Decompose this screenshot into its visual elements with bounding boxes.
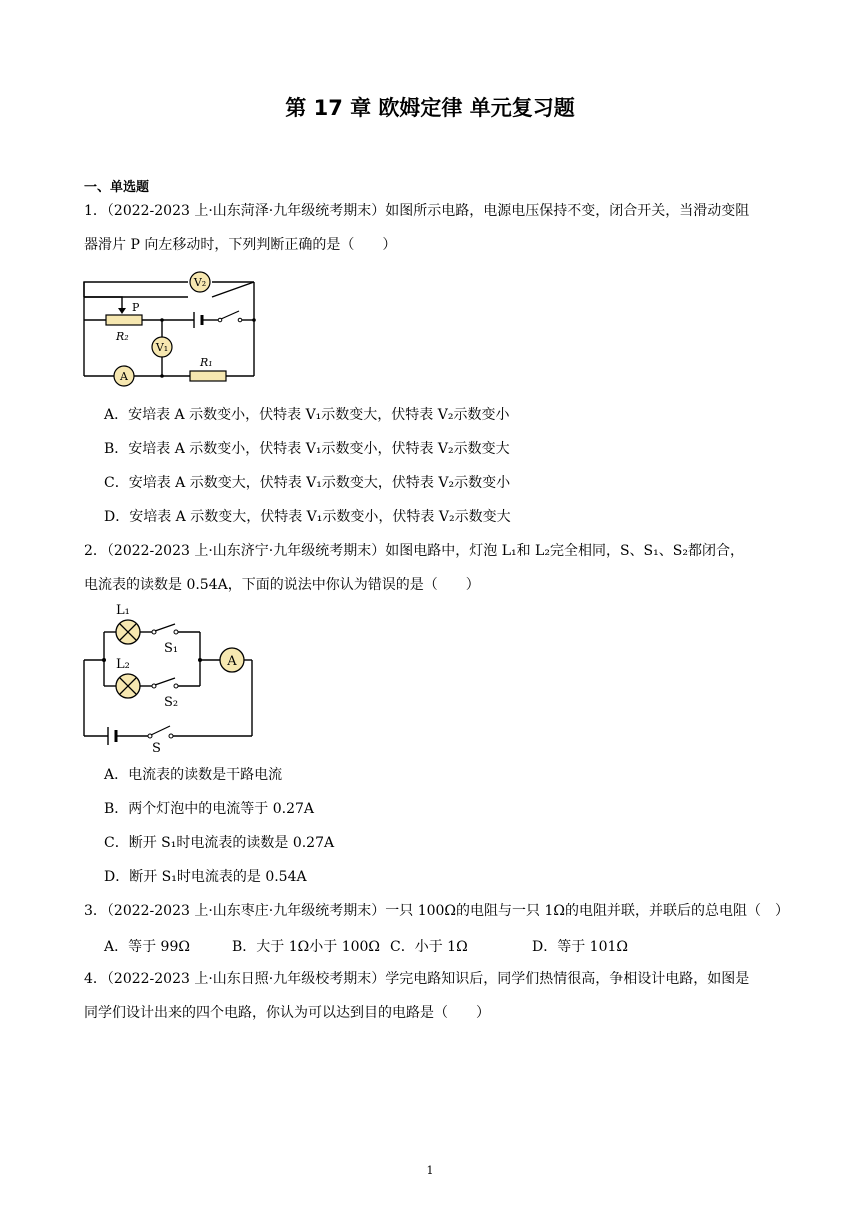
q3-option-d[interactable]: D．等于 101Ω xyxy=(532,939,629,955)
q1-r2-label: R₂ xyxy=(116,330,129,343)
q2-s1-label: S₁ xyxy=(164,641,179,656)
page-title: 第 17 章 欧姆定律 单元复习题 xyxy=(285,96,575,120)
q1-circuit-diagram xyxy=(80,268,260,388)
q1-v1-label: V₁ xyxy=(155,341,169,354)
q3-option-c[interactable]: C．小于 1Ω xyxy=(390,939,468,955)
q1-ammeter-label: A xyxy=(120,370,128,383)
q2-circuit-diagram xyxy=(78,598,258,754)
q1-text-line2: 器滑片 P 向左移动时，下列判断正确的是（ ） xyxy=(84,237,397,253)
q2-text-line2: 电流表的读数是 0.54A，下面的说法中你认为错误的是（ ） xyxy=(84,577,480,593)
q1-option-d[interactable]: D．安培表 A 示数变大，伏特表 V₁示数变小，伏特表 V₂示数变大 xyxy=(104,509,511,525)
q3-option-b[interactable]: B．大于 1Ω小于 100Ω xyxy=(232,939,381,955)
q2-ammeter-label: A xyxy=(227,654,237,669)
q1-option-b[interactable]: B．安培表 A 示数变小，伏特表 V₁示数变小，伏特表 V₂示数变大 xyxy=(104,441,510,457)
q3-option-a[interactable]: A．等于 99Ω xyxy=(104,939,190,955)
q4-text-line2: 同学们设计出来的四个电路，你认为可以达到目的电路是（ ） xyxy=(84,1005,490,1021)
page-number: 1 xyxy=(426,1164,434,1177)
q2-option-c[interactable]: C．断开 S₁时电流表的读数是 0.27A xyxy=(104,835,335,851)
q1-v2-label: V₂ xyxy=(193,276,207,289)
q2-s2-label: S₂ xyxy=(164,695,179,710)
q1-text-line1: 1．（2022-2023 上·山东菏泽·九年级统考期末）如图所示电路，电源电压保持不变，闭合开关，当滑动变阻 xyxy=(84,203,750,219)
q2-option-b[interactable]: B．两个灯泡中的电流等于 0.27A xyxy=(104,801,315,817)
q2-text-line1: 2．（2022-2023 上·山东济宁·九年级统考期末）如图电路中，灯泡 L₁和 L₂完全相同，S、S₁、S₂都闭合， xyxy=(84,543,744,559)
q1-r1-label: R₁ xyxy=(200,356,213,369)
q3-text-line1: 3．（2022-2023 上·山东枣庄·九年级统考期末）一只 100Ω的电阻与一只 1Ω的电阻并联，并联后的总电阻（ ） xyxy=(84,903,789,919)
q1-p-label: P xyxy=(132,301,140,314)
q4-text-line1: 4．（2022-2023 上·山东日照·九年级校考期末）学完电路知识后，同学们热情很高，争相设计电路，如图是 xyxy=(84,971,750,987)
q2-s-label: S xyxy=(152,741,161,754)
q1-option-c[interactable]: C．安培表 A 示数变大，伏特表 V₁示数变大，伏特表 V₂示数变小 xyxy=(104,475,511,491)
q2-option-a[interactable]: A．电流表的读数是干路电流 xyxy=(104,767,283,783)
q1-option-a[interactable]: A．安培表 A 示数变小，伏特表 V₁示数变大，伏特表 V₂示数变小 xyxy=(104,407,510,423)
q3-options-row xyxy=(104,936,628,956)
q2-l2-label: L₂ xyxy=(116,657,130,672)
q2-l1-label: L₁ xyxy=(116,603,130,618)
section-heading: 一、单选题 xyxy=(84,180,150,195)
q2-option-d[interactable]: D．断开 S₁时电流表的是 0.54A xyxy=(104,869,307,885)
